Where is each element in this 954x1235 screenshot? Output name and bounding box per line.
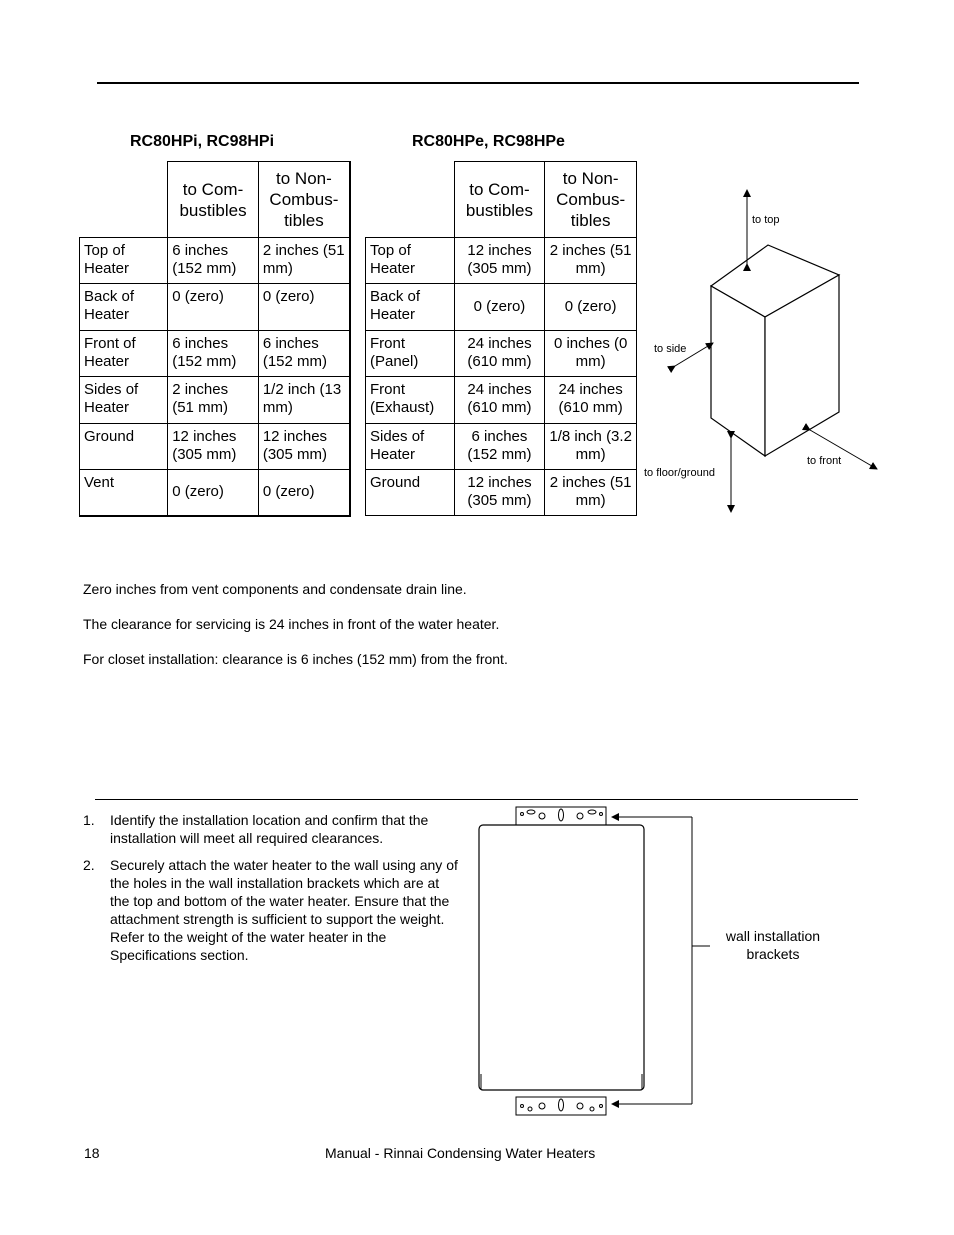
label-to-floor: to floor/ground <box>644 467 715 479</box>
cell-noncomb: 2 inches (51 mm) <box>545 238 637 284</box>
cell-comb: 12 inches (305 mm) <box>168 424 259 470</box>
table-row <box>80 470 351 516</box>
row-label: Top of Heater <box>80 238 168 284</box>
row-label: Front (Exhaust) <box>366 377 455 424</box>
cell-comb: 6 inches (152 mm) <box>168 238 259 284</box>
table-row <box>366 284 637 331</box>
table-row <box>80 331 351 377</box>
cell-comb: 6 inches (152 mm) <box>454 424 545 470</box>
top-bracket-shape <box>516 807 606 825</box>
clearance-diagram <box>640 180 885 520</box>
cell-noncomb: 0 (zero) <box>258 284 350 331</box>
cell-comb: 24 inches (610 mm) <box>454 377 545 424</box>
header-noncombustibles: to Non- Combus- tibles <box>258 162 350 238</box>
table-row <box>366 331 637 377</box>
bottom-bracket-shape <box>516 1097 606 1115</box>
note-vent: Zero inches from vent components and condensate drain line. <box>83 581 467 597</box>
row-label: Sides of Heater <box>366 424 455 470</box>
table-row <box>366 470 637 516</box>
table-row <box>80 424 351 470</box>
heater-body-shape <box>479 825 644 1090</box>
cell-comb: 0 (zero) <box>168 284 259 331</box>
cell-noncomb: 1/8 inch (3.2 mm) <box>545 424 637 470</box>
top-rule <box>97 82 859 84</box>
left-clearance-table <box>79 161 351 517</box>
left-table-title: RC80HPi, RC98HPi <box>130 133 275 150</box>
cell-comb: 6 inches (152 mm) <box>168 331 259 377</box>
note-servicing: The clearance for servicing is 24 inches in front of the water heater. <box>83 616 500 632</box>
cell-noncomb: 0 (zero) <box>545 284 637 331</box>
footer-title: Manual - Rinnai Condensing Water Heaters <box>325 1145 596 1161</box>
row-label: Back of Heater <box>80 284 168 331</box>
right-clearance-table <box>365 161 637 516</box>
row-label: Sides of Heater <box>80 377 168 424</box>
cell-noncomb: 12 inches (305 mm) <box>258 424 350 470</box>
heater-box-shape <box>711 245 839 456</box>
table-row <box>80 377 351 424</box>
cell-comb: 0 (zero) <box>454 284 545 331</box>
list-item <box>83 811 458 847</box>
row-label: Ground <box>366 470 455 516</box>
label-to-front: to front <box>807 455 842 467</box>
cell-comb: 12 inches (305 mm) <box>454 470 545 516</box>
cell-noncomb: 1/2 inch (13 mm) <box>258 377 350 424</box>
cell-comb: 0 (zero) <box>168 470 259 516</box>
label-to-top: to top <box>752 214 780 226</box>
cell-comb: 24 inches (610 mm) <box>454 331 545 377</box>
header-combustibles: to Com- bustibles <box>168 162 259 238</box>
right-table-title: RC80HPe, RC98HPe <box>412 133 565 150</box>
table-row <box>366 238 637 284</box>
table-row <box>80 284 351 331</box>
cell-comb: 12 inches (305 mm) <box>454 238 545 284</box>
step-number: 2. <box>83 857 95 873</box>
table-row <box>80 238 351 284</box>
bracket-diagram <box>470 800 710 1120</box>
step-text: Securely attach the water heater to the wall using any of the holes in the wall installation brackets which are at the top and bottom of the water heater. Ensure that the attachment strength is sufficient to support the weight. Refer to the weight of the water heater in the Specifications section. <box>110 857 458 963</box>
installation-steps <box>83 811 458 973</box>
cell-noncomb: 2 inches (51 mm) <box>545 470 637 516</box>
bracket-label-line1: wall installation <box>725 928 821 944</box>
header-combustibles: to Com- bustibles <box>454 162 545 238</box>
list-item <box>83 856 458 964</box>
cell-noncomb: 6 inches (152 mm) <box>258 331 350 377</box>
bracket-label-line2: brackets <box>746 946 800 962</box>
row-label: Front of Heater <box>80 331 168 377</box>
cell-noncomb: 0 (zero) <box>258 470 350 516</box>
page-number: 18 <box>84 1145 100 1161</box>
row-label: Ground <box>80 424 168 470</box>
cell-noncomb: 0 inches (0 mm) <box>545 331 637 377</box>
table-row <box>366 424 637 470</box>
step-text: Identify the installation location and confirm that the installation will meet all required clearances. <box>110 812 429 846</box>
row-label: Back of Heater <box>366 284 455 331</box>
row-label: Top of Heater <box>366 238 455 284</box>
row-label: Front (Panel) <box>366 331 455 377</box>
cell-noncomb: 2 inches (51 mm) <box>258 238 350 284</box>
cell-noncomb: 24 inches (610 mm) <box>545 377 637 424</box>
step-number: 1. <box>83 812 95 828</box>
note-closet: For closet installation: clearance is 6 inches (152 mm) from the front. <box>83 651 508 667</box>
bracket-label <box>712 927 834 963</box>
table-row <box>366 377 637 424</box>
row-label: Vent <box>80 470 168 516</box>
header-noncombustibles: to Non- Combus- tibles <box>545 162 637 238</box>
cell-comb: 2 inches (51 mm) <box>168 377 259 424</box>
label-to-side: to side <box>654 343 687 355</box>
